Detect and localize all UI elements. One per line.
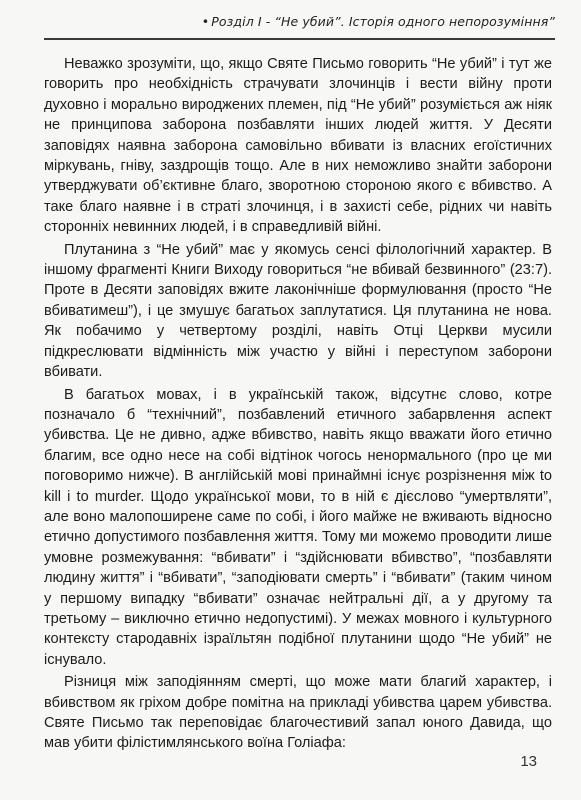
paragraph: Плутанина з “Не убий” має у якомусь сенсі філологічний характер. В іншому фрагменті Книги Виходу говориться “не вбивай безвинного” (23:7). Проте в Десяти заповідях вжите лаконічніше формулювання (просто “Не вбиватимеш”), і це змушує багатьох заплутатися. Ця плутанина не нова. Як побачимо у четвертому розділі, навіть Отці Церкви мусили підкреслювати відмінність між участю у війні і переступом заборони вбивати. <box>44 241 552 381</box>
header-rule <box>44 38 555 40</box>
running-header <box>202 14 555 29</box>
running-title: Розділ I - “Не убий”. Історія одного непорозуміння” <box>211 14 555 29</box>
paragraph: В багатьох мовах, і в українській також, відсутнє слово, котре позначало б “технічний”, позбавлений етичного забарвлення аспект убивства. Це не дивно, адже вбивство, навіть якщо вважати його етично благим, все одно несе на собі відтінок чогось ненормального (про це ми поговоримо нижче). В англійській мові принаймні існує розрізнення між to kill і to murder. Щодо української мови, то в ній є дієслово “умертвляти”, але воно малопоширене саме по собі, і його майже не вживають відносно етично допустимого позбавлення життя. Тому ми можемо проводити лише умовне розмежування: “вбивати” і “здійснювати вбивство”, “позбавляти людину життя” і “вбивати”, “заподіювати смерть” і “вбивати” (таким чином у першому випадку “вбивати” означає нейтральні дії, а у другому та третьому – виключно етично недопустимі). У межах мовного і культурного контексту стародавніх ізраїльтян подібної плутанини щодо “Не убий” не існувало. <box>44 386 552 668</box>
paragraph: Різниця між заподіянням смерті, що може мати благий характер, і вбивством як гріхом добре помітна на прикладі убивства царем убивства. Святе Письмо так переповідає благочестивий запал юного Давида, що мав убити філістимлянського воїна Голіафа: <box>44 674 552 752</box>
paragraph: Неважко зрозуміти, що, якщо Святе Письмо говорить “Не убий” і тут же говорить про необхідність страчувати злочинців і вести війну проти духовно і морально вироджених племен, під “Не убий” розуміється аж ніяк не принципова заборона позбавляти інших людей життя. У Десяти заповідях наявна заборона самовільно вбивати із власних егоїстичних міркувань, гніву, заздрощів тощо. Але в них неможливо знайти заборони утверджувати об’єктивне благо, зворотною стороною якого є вбивство. А таке благо наявне і в страті злочинця, і в захисті себе, рідних чи навіть сторонніх невинних людей, і в справедливій війні. <box>44 56 552 236</box>
page-number: 13 <box>520 753 537 770</box>
body-text <box>44 54 552 756</box>
header-bullet: • <box>201 14 210 29</box>
